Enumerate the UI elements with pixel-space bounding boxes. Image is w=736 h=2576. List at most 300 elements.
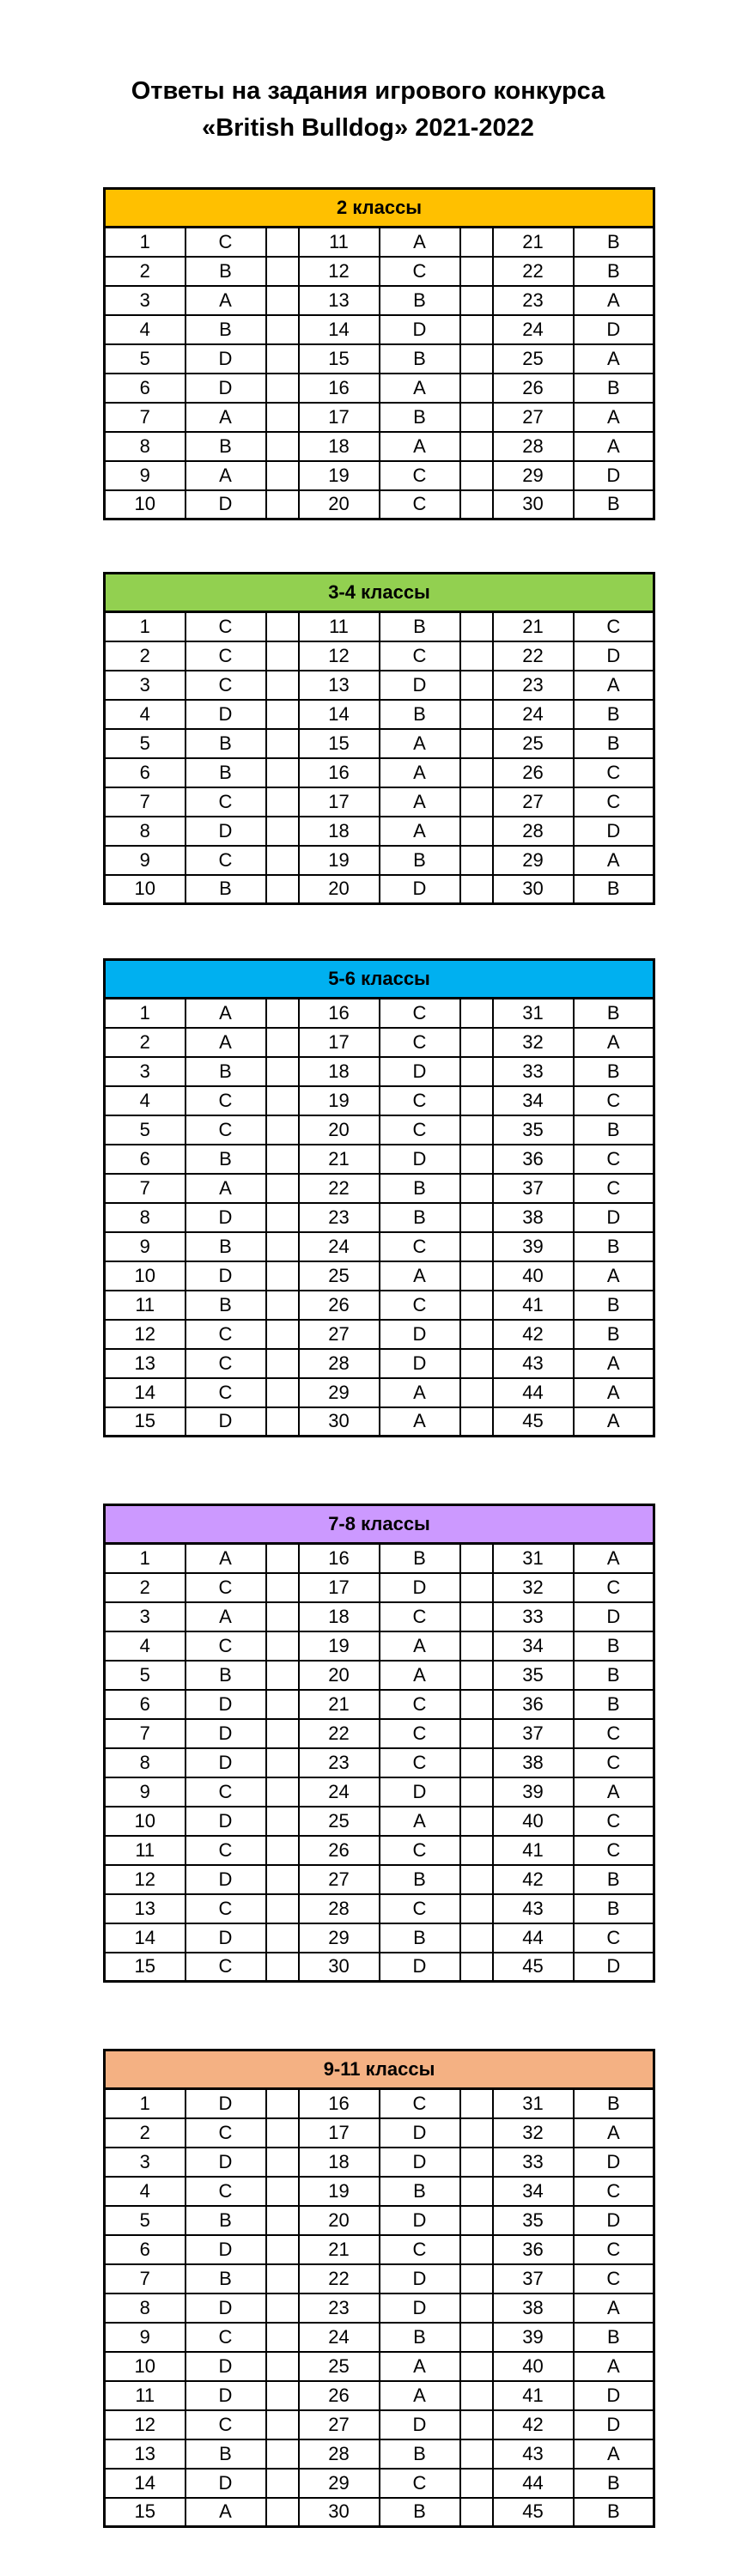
spacer-cell xyxy=(460,1291,493,1320)
answer-cell: C xyxy=(380,999,460,1028)
page-title-line-2: «British Bulldog» 2021-2022 xyxy=(202,114,534,142)
answer-cell: B xyxy=(574,374,654,403)
table-row xyxy=(105,1378,654,1407)
spacer-cell xyxy=(266,2293,299,2323)
answer-cell: B xyxy=(380,700,460,729)
answer-cell: C xyxy=(574,787,654,817)
question-number-cell: 21 xyxy=(299,1145,380,1174)
answer-cell: B xyxy=(186,2206,266,2235)
spacer-cell xyxy=(266,700,299,729)
answer-cell: C xyxy=(186,671,266,700)
spacer-cell xyxy=(266,1320,299,1349)
question-number-cell: 21 xyxy=(493,228,574,257)
question-number-cell: 40 xyxy=(493,2352,574,2381)
question-number-cell: 19 xyxy=(299,1086,380,1115)
answer-cell: D xyxy=(574,1602,654,1631)
table-row xyxy=(105,1232,654,1261)
question-number-cell: 36 xyxy=(493,1145,574,1174)
table-row xyxy=(105,286,654,315)
question-number-cell: 15 xyxy=(105,1953,186,1982)
question-number-cell: 3 xyxy=(105,1057,186,1086)
spacer-cell xyxy=(460,1923,493,1953)
table-row xyxy=(105,641,654,671)
question-number-cell: 8 xyxy=(105,817,186,846)
spacer-cell xyxy=(266,1174,299,1203)
question-number-cell: 23 xyxy=(299,2293,380,2323)
question-number-cell: 13 xyxy=(299,286,380,315)
question-number-cell: 24 xyxy=(299,1777,380,1807)
table-row xyxy=(105,2206,654,2235)
question-number-cell: 22 xyxy=(299,1719,380,1748)
answer-cell: D xyxy=(186,2381,266,2410)
question-number-cell: 2 xyxy=(105,257,186,286)
answer-cell: A xyxy=(574,1777,654,1807)
question-number-cell: 32 xyxy=(493,1573,574,1602)
question-number-cell: 3 xyxy=(105,286,186,315)
answer-cell: C xyxy=(574,1836,654,1865)
spacer-cell xyxy=(266,1407,299,1437)
question-number-cell: 12 xyxy=(105,1320,186,1349)
answer-cell: D xyxy=(186,1203,266,1232)
spacer-cell xyxy=(460,1836,493,1865)
answer-cell: C xyxy=(574,1807,654,1836)
spacer-cell xyxy=(460,1777,493,1807)
spacer-cell xyxy=(266,1894,299,1923)
question-number-cell: 45 xyxy=(493,2498,574,2527)
table-row xyxy=(105,1115,654,1145)
question-number-cell: 34 xyxy=(493,1086,574,1115)
question-number-cell: 7 xyxy=(105,2264,186,2293)
answer-cell: A xyxy=(186,1174,266,1203)
table-row xyxy=(105,1057,654,1086)
answer-cell: C xyxy=(380,2089,460,2118)
answer-cell: C xyxy=(574,2177,654,2206)
question-number-cell: 32 xyxy=(493,2118,574,2148)
answer-cell: C xyxy=(380,1836,460,1865)
question-number-cell: 19 xyxy=(299,846,380,875)
answer-cell: C xyxy=(380,1894,460,1923)
question-number-cell: 5 xyxy=(105,2206,186,2235)
answer-cell: C xyxy=(574,1145,654,1174)
answer-cell: D xyxy=(186,1719,266,1748)
question-number-cell: 10 xyxy=(105,2352,186,2381)
answer-cell: A xyxy=(186,2498,266,2527)
spacer-cell xyxy=(266,1719,299,1748)
spacer-cell xyxy=(460,1115,493,1145)
answer-cell: A xyxy=(380,1807,460,1836)
answer-cell: D xyxy=(380,2118,460,2148)
answer-cell: D xyxy=(186,1690,266,1719)
answer-cell: B xyxy=(574,1057,654,1086)
question-number-cell: 33 xyxy=(493,1057,574,1086)
table-row xyxy=(105,612,654,641)
spacer-cell xyxy=(266,2469,299,2498)
question-number-cell: 7 xyxy=(105,1174,186,1203)
table-row xyxy=(105,1320,654,1349)
spacer-cell xyxy=(266,2381,299,2410)
table-row xyxy=(105,2235,654,2264)
question-number-cell: 18 xyxy=(299,817,380,846)
answer-cell: A xyxy=(574,846,654,875)
spacer-cell xyxy=(460,461,493,490)
table-row xyxy=(105,2293,654,2323)
question-number-cell: 29 xyxy=(299,1378,380,1407)
answer-cell: B xyxy=(574,2089,654,2118)
answer-cell: A xyxy=(380,2381,460,2410)
question-number-cell: 13 xyxy=(105,2439,186,2469)
answer-cell: A xyxy=(380,2352,460,2381)
answer-cell: A xyxy=(574,2293,654,2323)
answer-cell: D xyxy=(574,461,654,490)
answer-cell: D xyxy=(574,1203,654,1232)
answer-cell: B xyxy=(574,700,654,729)
spacer-cell xyxy=(460,1631,493,1661)
spacer-cell xyxy=(266,1028,299,1057)
answer-cell: C xyxy=(186,846,266,875)
question-number-cell: 28 xyxy=(493,817,574,846)
table-row xyxy=(105,1661,654,1690)
table-row xyxy=(105,1953,654,1982)
answer-cell: C xyxy=(380,1028,460,1057)
spacer-cell xyxy=(460,1086,493,1115)
spacer-cell xyxy=(266,1145,299,1174)
answer-table xyxy=(103,1504,655,1983)
question-number-cell: 14 xyxy=(105,1923,186,1953)
spacer-cell xyxy=(266,1203,299,1232)
question-number-cell: 4 xyxy=(105,700,186,729)
answer-cell: B xyxy=(380,403,460,432)
question-number-cell: 15 xyxy=(105,2498,186,2527)
answer-section xyxy=(103,2049,653,2528)
answer-cell: A xyxy=(380,729,460,758)
spacer-cell xyxy=(460,2439,493,2469)
table-row xyxy=(105,1602,654,1631)
spacer-cell xyxy=(266,729,299,758)
table-row xyxy=(105,257,654,286)
spacer-cell xyxy=(460,374,493,403)
question-number-cell: 17 xyxy=(299,403,380,432)
answer-cell: A xyxy=(380,1261,460,1291)
answer-cell: A xyxy=(574,2439,654,2469)
spacer-cell xyxy=(266,1602,299,1631)
spacer-cell xyxy=(460,1953,493,1982)
answer-cell: B xyxy=(574,1631,654,1661)
answer-cell: A xyxy=(380,228,460,257)
spacer-cell xyxy=(460,2469,493,2498)
spacer-cell xyxy=(266,1690,299,1719)
question-number-cell: 20 xyxy=(299,490,380,519)
table-row xyxy=(105,490,654,519)
answer-cell: B xyxy=(574,1661,654,1690)
question-number-cell: 24 xyxy=(299,1232,380,1261)
spacer-cell xyxy=(460,1661,493,1690)
question-number-cell: 42 xyxy=(493,2410,574,2439)
question-number-cell: 22 xyxy=(299,2264,380,2293)
answer-cell: B xyxy=(380,2323,460,2352)
answer-cell: A xyxy=(380,432,460,461)
section-header: 9-11 классы xyxy=(105,2050,654,2089)
answer-cell: C xyxy=(574,1719,654,1748)
question-number-cell: 6 xyxy=(105,2235,186,2264)
section-header: 2 классы xyxy=(105,189,654,228)
spacer-cell xyxy=(460,1232,493,1261)
answer-cell: D xyxy=(574,2410,654,2439)
answer-cell: B xyxy=(380,612,460,641)
question-number-cell: 43 xyxy=(493,1349,574,1378)
spacer-cell xyxy=(460,1145,493,1174)
question-number-cell: 42 xyxy=(493,1865,574,1894)
question-number-cell: 9 xyxy=(105,1232,186,1261)
answer-cell: C xyxy=(186,1631,266,1661)
table-row xyxy=(105,1777,654,1807)
spacer-cell xyxy=(266,1953,299,1982)
section-header: 5-6 классы xyxy=(105,960,654,999)
answer-cell: C xyxy=(380,1115,460,1145)
answer-cell: D xyxy=(380,1777,460,1807)
question-number-cell: 26 xyxy=(299,1291,380,1320)
question-number-cell: 11 xyxy=(105,1836,186,1865)
answer-cell: A xyxy=(380,787,460,817)
spacer-cell xyxy=(266,1836,299,1865)
question-number-cell: 20 xyxy=(299,2206,380,2235)
question-number-cell: 1 xyxy=(105,228,186,257)
answer-cell: C xyxy=(186,641,266,671)
spacer-cell xyxy=(460,1349,493,1378)
answer-cell: B xyxy=(574,2498,654,2527)
question-number-cell: 41 xyxy=(493,2381,574,2410)
question-number-cell: 24 xyxy=(493,700,574,729)
answer-table xyxy=(103,187,655,520)
question-number-cell: 40 xyxy=(493,1807,574,1836)
question-number-cell: 12 xyxy=(299,257,380,286)
spacer-cell xyxy=(266,875,299,904)
table-row xyxy=(105,1836,654,1865)
spacer-cell xyxy=(460,846,493,875)
question-number-cell: 22 xyxy=(299,1174,380,1203)
answer-cell: D xyxy=(186,374,266,403)
spacer-cell xyxy=(460,1407,493,1437)
answer-cell: C xyxy=(186,1836,266,1865)
spacer-cell xyxy=(266,2264,299,2293)
answer-cell: B xyxy=(186,875,266,904)
question-number-cell: 1 xyxy=(105,612,186,641)
question-number-cell: 35 xyxy=(493,1661,574,1690)
spacer-cell xyxy=(460,2235,493,2264)
question-number-cell: 4 xyxy=(105,1086,186,1115)
answer-cell: D xyxy=(186,2235,266,2264)
answer-cell: D xyxy=(380,1145,460,1174)
answer-cell: B xyxy=(186,2264,266,2293)
question-number-cell: 27 xyxy=(299,1865,380,1894)
answer-cell: D xyxy=(186,490,266,519)
answer-cell: A xyxy=(186,1544,266,1573)
answer-cell: C xyxy=(574,1174,654,1203)
answer-cell: B xyxy=(574,2469,654,2498)
table-row xyxy=(105,344,654,374)
question-number-cell: 9 xyxy=(105,1777,186,1807)
answer-section xyxy=(103,1504,653,1983)
question-number-cell: 14 xyxy=(105,2469,186,2498)
question-number-cell: 6 xyxy=(105,374,186,403)
table-row xyxy=(105,1349,654,1378)
question-number-cell: 41 xyxy=(493,1291,574,1320)
question-number-cell: 19 xyxy=(299,461,380,490)
answer-cell: C xyxy=(186,2118,266,2148)
question-number-cell: 2 xyxy=(105,641,186,671)
spacer-cell xyxy=(460,2381,493,2410)
question-number-cell: 1 xyxy=(105,999,186,1028)
answer-cell: A xyxy=(380,758,460,787)
question-number-cell: 21 xyxy=(299,2235,380,2264)
answer-cell: A xyxy=(574,403,654,432)
question-number-cell: 20 xyxy=(299,1115,380,1145)
spacer-cell xyxy=(460,1719,493,1748)
question-number-cell: 39 xyxy=(493,1777,574,1807)
answer-cell: D xyxy=(380,875,460,904)
spacer-cell xyxy=(266,2439,299,2469)
answer-cell: A xyxy=(574,1544,654,1573)
answer-cell: A xyxy=(186,286,266,315)
answer-cell: C xyxy=(186,1894,266,1923)
spacer-cell xyxy=(266,1807,299,1836)
answer-cell: A xyxy=(574,2352,654,2381)
spacer-cell xyxy=(460,1807,493,1836)
table-row xyxy=(105,2439,654,2469)
question-number-cell: 5 xyxy=(105,729,186,758)
spacer-cell xyxy=(266,2235,299,2264)
question-number-cell: 2 xyxy=(105,1028,186,1057)
question-number-cell: 27 xyxy=(493,787,574,817)
question-number-cell: 18 xyxy=(299,432,380,461)
spacer-cell xyxy=(266,1923,299,1953)
answer-cell: B xyxy=(186,729,266,758)
answer-cell: D xyxy=(574,1953,654,1982)
question-number-cell: 5 xyxy=(105,344,186,374)
answer-cell: D xyxy=(186,344,266,374)
question-number-cell: 30 xyxy=(299,1407,380,1437)
table-row xyxy=(105,228,654,257)
question-number-cell: 16 xyxy=(299,999,380,1028)
table-row xyxy=(105,1145,654,1174)
answer-cell: B xyxy=(574,1865,654,1894)
answer-cell: D xyxy=(380,2206,460,2235)
answer-cell: C xyxy=(574,2235,654,2264)
answer-cell: A xyxy=(574,1028,654,1057)
answer-cell: B xyxy=(574,1115,654,1145)
answer-cell: A xyxy=(574,432,654,461)
answer-cell: B xyxy=(186,1661,266,1690)
answer-cell: B xyxy=(574,729,654,758)
spacer-cell xyxy=(266,344,299,374)
question-number-cell: 36 xyxy=(493,2235,574,2264)
spacer-cell xyxy=(266,374,299,403)
answer-section xyxy=(103,187,653,520)
question-number-cell: 17 xyxy=(299,787,380,817)
answer-section xyxy=(103,572,653,905)
answer-cell: B xyxy=(380,846,460,875)
answer-cell: B xyxy=(186,758,266,787)
answer-cell: C xyxy=(186,787,266,817)
question-number-cell: 25 xyxy=(299,2352,380,2381)
answer-cell: B xyxy=(380,286,460,315)
answer-cell: C xyxy=(380,1291,460,1320)
spacer-cell xyxy=(266,612,299,641)
answer-cell: B xyxy=(574,999,654,1028)
table-row xyxy=(105,1174,654,1203)
answer-cell: C xyxy=(380,2235,460,2264)
question-number-cell: 35 xyxy=(493,2206,574,2235)
answer-cell: B xyxy=(574,875,654,904)
question-number-cell: 28 xyxy=(299,1349,380,1378)
answer-cell: B xyxy=(574,2323,654,2352)
answer-cell: B xyxy=(574,1894,654,1923)
question-number-cell: 29 xyxy=(299,1923,380,1953)
answer-cell: B xyxy=(380,2177,460,2206)
spacer-cell xyxy=(266,1349,299,1378)
table-row xyxy=(105,817,654,846)
answer-cell: A xyxy=(186,1602,266,1631)
answer-cell: C xyxy=(574,758,654,787)
question-number-cell: 43 xyxy=(493,1894,574,1923)
answer-cell: D xyxy=(380,1349,460,1378)
question-number-cell: 35 xyxy=(493,1115,574,1145)
question-number-cell: 7 xyxy=(105,1719,186,1748)
table-row xyxy=(105,999,654,1028)
table-row xyxy=(105,1690,654,1719)
spacer-cell xyxy=(460,817,493,846)
answer-cell: B xyxy=(186,1232,266,1261)
question-number-cell: 2 xyxy=(105,1573,186,1602)
question-number-cell: 3 xyxy=(105,2148,186,2177)
question-number-cell: 33 xyxy=(493,1602,574,1631)
question-number-cell: 33 xyxy=(493,2148,574,2177)
spacer-cell xyxy=(266,1865,299,1894)
answer-cell: C xyxy=(186,2177,266,2206)
spacer-cell xyxy=(460,1203,493,1232)
spacer-cell xyxy=(266,2089,299,2118)
question-number-cell: 13 xyxy=(105,1349,186,1378)
question-number-cell: 9 xyxy=(105,461,186,490)
answer-cell: A xyxy=(574,344,654,374)
answer-cell: C xyxy=(574,1573,654,1602)
spacer-cell xyxy=(266,846,299,875)
answer-cell: B xyxy=(186,432,266,461)
spacer-cell xyxy=(460,2177,493,2206)
spacer-cell xyxy=(266,1631,299,1661)
answer-cell: B xyxy=(380,1865,460,1894)
question-number-cell: 30 xyxy=(299,1953,380,1982)
question-number-cell: 6 xyxy=(105,1145,186,1174)
answer-cell: D xyxy=(186,1807,266,1836)
spacer-cell xyxy=(266,1291,299,1320)
answer-cell: A xyxy=(186,1028,266,1057)
spacer-cell xyxy=(460,490,493,519)
spacer-cell xyxy=(266,1661,299,1690)
table-row xyxy=(105,1865,654,1894)
question-number-cell: 9 xyxy=(105,846,186,875)
answer-cell: C xyxy=(380,1719,460,1748)
question-number-cell: 20 xyxy=(299,1661,380,1690)
answer-cell: B xyxy=(380,2439,460,2469)
answer-cell: B xyxy=(380,1203,460,1232)
question-number-cell: 14 xyxy=(299,315,380,344)
question-number-cell: 27 xyxy=(299,2410,380,2439)
question-number-cell: 29 xyxy=(493,846,574,875)
table-row xyxy=(105,403,654,432)
question-number-cell: 3 xyxy=(105,1602,186,1631)
table-row xyxy=(105,2148,654,2177)
answer-cell: D xyxy=(380,2148,460,2177)
